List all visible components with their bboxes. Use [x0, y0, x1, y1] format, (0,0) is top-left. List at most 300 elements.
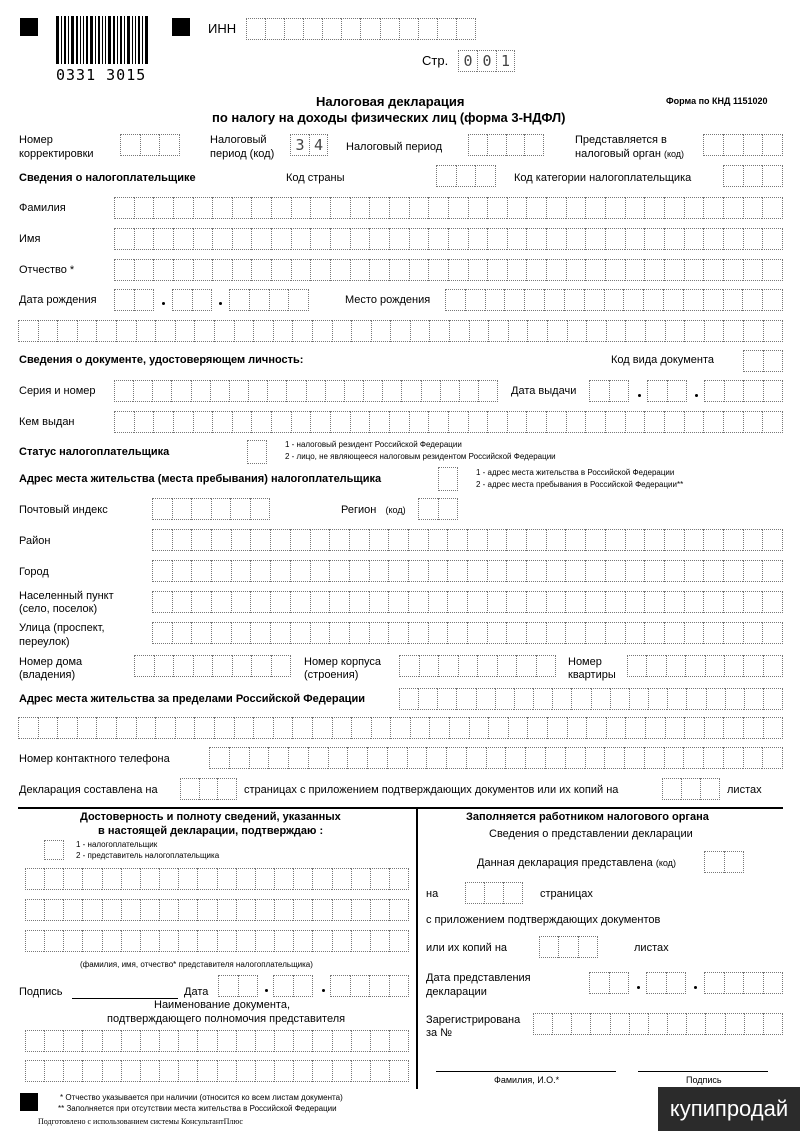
input-cell[interactable]	[436, 165, 456, 187]
input-cell[interactable]	[171, 380, 190, 402]
input-cell[interactable]	[25, 1060, 44, 1082]
input-cell[interactable]	[566, 228, 586, 250]
input-cell[interactable]	[351, 868, 370, 890]
input-cell[interactable]	[121, 1060, 140, 1082]
input-cell[interactable]	[152, 622, 172, 644]
input-cell[interactable]	[191, 560, 211, 582]
input-cell[interactable]	[310, 411, 330, 433]
input-cell[interactable]	[173, 655, 193, 677]
input-cell[interactable]	[140, 134, 160, 156]
input-cell[interactable]	[762, 259, 783, 281]
input-cell[interactable]	[477, 655, 497, 677]
input-cell[interactable]	[546, 529, 566, 551]
input-cell[interactable]	[763, 320, 784, 342]
input-cell[interactable]	[507, 197, 527, 219]
input-cell[interactable]	[409, 411, 429, 433]
input-cell[interactable]	[178, 930, 197, 952]
street-cells[interactable]	[152, 622, 783, 644]
input-cell[interactable]	[605, 622, 625, 644]
birth-place-cells[interactable]	[445, 289, 783, 311]
input-cell[interactable]	[724, 380, 744, 402]
input-cell[interactable]	[44, 930, 63, 952]
input-cell[interactable]	[505, 747, 525, 769]
input-cell[interactable]	[527, 320, 547, 342]
input-cell[interactable]	[172, 289, 192, 311]
input-cell[interactable]	[684, 560, 704, 582]
input-cell[interactable]	[140, 930, 159, 952]
doc-type-cells[interactable]	[743, 350, 783, 372]
input-cell[interactable]	[589, 380, 609, 402]
input-cell[interactable]	[706, 688, 725, 710]
input-cell[interactable]	[704, 320, 724, 342]
input-cell[interactable]	[762, 591, 783, 613]
input-cell[interactable]	[625, 228, 645, 250]
input-cell[interactable]	[703, 134, 723, 156]
input-cell[interactable]	[329, 560, 349, 582]
category-code-cells[interactable]	[723, 165, 783, 187]
input-cell[interactable]	[271, 655, 292, 677]
input-cell[interactable]	[96, 717, 116, 739]
input-cell[interactable]	[274, 1030, 293, 1052]
input-cell[interactable]	[623, 289, 643, 311]
input-cell[interactable]	[743, 259, 763, 281]
input-cell[interactable]	[526, 591, 546, 613]
input-cell[interactable]	[476, 688, 495, 710]
input-cell[interactable]	[199, 778, 218, 800]
input-cell[interactable]	[449, 717, 469, 739]
input-cell[interactable]	[214, 717, 234, 739]
input-cell[interactable]	[495, 688, 514, 710]
input-cell[interactable]	[408, 529, 428, 551]
input-cell[interactable]	[371, 320, 391, 342]
input-cell[interactable]	[684, 228, 704, 250]
input-cell[interactable]	[665, 320, 685, 342]
input-cell[interactable]	[329, 591, 349, 613]
input-cell[interactable]	[723, 622, 743, 644]
input-cell[interactable]	[410, 717, 430, 739]
input-cell[interactable]	[544, 289, 564, 311]
presentation-month-cells[interactable]	[646, 972, 686, 994]
input-cell[interactable]	[329, 529, 349, 551]
input-cell[interactable]	[332, 1060, 351, 1082]
input-cell[interactable]	[387, 747, 407, 769]
input-cell[interactable]	[251, 259, 271, 281]
house-cells[interactable]	[134, 655, 291, 677]
input-cell[interactable]	[514, 688, 533, 710]
input-cell[interactable]	[703, 197, 723, 219]
input-cell[interactable]	[121, 1030, 140, 1052]
input-cell[interactable]	[684, 591, 704, 613]
input-cell[interactable]	[763, 350, 784, 372]
input-cell[interactable]	[762, 411, 783, 433]
input-cell[interactable]	[547, 320, 567, 342]
input-cell[interactable]	[449, 320, 469, 342]
apartment-cells[interactable]	[627, 655, 783, 677]
input-cell[interactable]	[192, 289, 213, 311]
input-cell[interactable]	[197, 1030, 216, 1052]
input-cell[interactable]	[407, 747, 427, 769]
input-cell[interactable]	[564, 289, 584, 311]
input-cell[interactable]	[558, 936, 577, 958]
input-cell[interactable]	[330, 197, 350, 219]
input-cell[interactable]	[428, 197, 448, 219]
birth-year-cells[interactable]	[229, 289, 309, 311]
input-cell[interactable]	[152, 591, 172, 613]
input-cell[interactable]	[270, 529, 290, 551]
input-cell[interactable]	[234, 717, 254, 739]
input-cell[interactable]	[389, 1030, 409, 1052]
input-cell[interactable]	[217, 1030, 236, 1052]
input-cell[interactable]	[456, 165, 476, 187]
input-cell[interactable]	[370, 899, 389, 921]
input-cell[interactable]	[644, 622, 664, 644]
input-cell[interactable]	[380, 18, 399, 40]
presentation-day-cells[interactable]	[589, 972, 629, 994]
input-cell[interactable]	[448, 197, 468, 219]
input-cell[interactable]	[270, 560, 290, 582]
input-cell[interactable]	[330, 411, 350, 433]
input-cell[interactable]	[664, 529, 684, 551]
input-cell[interactable]	[231, 622, 251, 644]
input-cell[interactable]	[526, 560, 546, 582]
input-cell[interactable]	[506, 622, 526, 644]
input-cell[interactable]	[448, 411, 468, 433]
input-cell[interactable]	[310, 622, 330, 644]
input-cell[interactable]	[369, 975, 389, 997]
input-cell[interactable]	[762, 165, 783, 187]
input-cell[interactable]	[507, 228, 527, 250]
input-cell[interactable]	[140, 1030, 159, 1052]
input-cell[interactable]	[663, 289, 683, 311]
input-cell[interactable]	[325, 380, 344, 402]
input-cell[interactable]	[214, 320, 234, 342]
input-cell[interactable]	[629, 688, 648, 710]
input-cell[interactable]	[591, 688, 610, 710]
issue-day-cells[interactable]	[589, 380, 629, 402]
input-cell[interactable]	[308, 747, 328, 769]
input-cell[interactable]	[253, 320, 273, 342]
input-cell[interactable]	[155, 717, 175, 739]
input-cell[interactable]	[546, 197, 566, 219]
input-cell[interactable]	[526, 228, 546, 250]
input-cell[interactable]	[447, 622, 467, 644]
input-cell[interactable]	[77, 717, 97, 739]
input-cell[interactable]	[63, 868, 82, 890]
input-cell[interactable]	[408, 622, 428, 644]
input-cell[interactable]	[251, 197, 271, 219]
input-cell[interactable]	[273, 975, 293, 997]
input-cell[interactable]	[332, 930, 351, 952]
input-cell[interactable]	[82, 1060, 101, 1082]
region-cells[interactable]	[418, 498, 458, 520]
input-cell[interactable]	[389, 975, 410, 997]
input-cell[interactable]	[173, 228, 193, 250]
input-cell[interactable]	[350, 259, 370, 281]
input-cell[interactable]	[350, 197, 370, 219]
input-cell[interactable]	[763, 1013, 783, 1035]
input-cell[interactable]	[609, 972, 630, 994]
input-cell[interactable]	[504, 289, 524, 311]
input-cell[interactable]	[703, 622, 723, 644]
input-cell[interactable]	[703, 529, 723, 551]
input-cell[interactable]	[409, 197, 429, 219]
input-cell[interactable]	[271, 228, 291, 250]
input-cell[interactable]	[389, 930, 409, 952]
input-cell[interactable]	[469, 320, 489, 342]
input-cell[interactable]	[723, 228, 743, 250]
input-cell[interactable]	[312, 717, 332, 739]
input-cell[interactable]	[762, 747, 783, 769]
input-cell[interactable]	[369, 529, 389, 551]
input-cell[interactable]	[743, 134, 763, 156]
input-cell[interactable]	[478, 380, 498, 402]
input-cell[interactable]	[743, 350, 763, 372]
input-cell[interactable]	[644, 197, 664, 219]
input-cell[interactable]	[293, 975, 314, 997]
city-cells[interactable]	[152, 560, 783, 582]
input-cell[interactable]	[231, 591, 251, 613]
input-cell[interactable]	[332, 868, 351, 890]
address-type-cell[interactable]	[438, 467, 458, 491]
input-cell[interactable]	[567, 717, 587, 739]
input-cell[interactable]	[629, 1013, 648, 1035]
input-cell[interactable]	[389, 411, 409, 433]
authority-doc-cells[interactable]	[25, 1030, 409, 1052]
input-cell[interactable]	[209, 747, 229, 769]
input-cell[interactable]	[102, 930, 121, 952]
input-cell[interactable]	[723, 165, 743, 187]
input-cell[interactable]	[664, 622, 684, 644]
input-cell[interactable]	[429, 717, 449, 739]
input-cell[interactable]	[102, 868, 121, 890]
input-cell[interactable]	[232, 655, 252, 677]
input-cell[interactable]	[159, 930, 178, 952]
input-cell[interactable]	[194, 320, 214, 342]
input-cell[interactable]	[249, 289, 269, 311]
building-cells[interactable]	[399, 655, 556, 677]
input-cell[interactable]	[762, 529, 783, 551]
input-cell[interactable]	[197, 1060, 216, 1082]
input-cell[interactable]	[399, 688, 418, 710]
input-cell[interactable]	[565, 560, 585, 582]
input-cell[interactable]	[360, 18, 379, 40]
input-cell[interactable]	[172, 622, 192, 644]
input-cell[interactable]	[762, 197, 783, 219]
input-cell[interactable]	[155, 320, 175, 342]
input-cell[interactable]	[284, 18, 303, 40]
input-cell[interactable]	[350, 975, 370, 997]
input-cell[interactable]	[428, 591, 448, 613]
input-cell[interactable]	[159, 1060, 178, 1082]
input-cell[interactable]	[332, 899, 351, 921]
input-cell[interactable]	[437, 18, 456, 40]
input-cell[interactable]	[428, 259, 448, 281]
input-cell[interactable]	[605, 529, 625, 551]
input-cell[interactable]	[447, 560, 467, 582]
input-cell[interactable]	[524, 134, 544, 156]
input-cell[interactable]	[349, 529, 369, 551]
input-cell[interactable]	[724, 972, 744, 994]
status-cell[interactable]	[247, 440, 267, 464]
input-cell[interactable]	[193, 197, 213, 219]
input-cell[interactable]	[487, 259, 507, 281]
input-cell[interactable]	[349, 591, 369, 613]
input-cell[interactable]	[349, 622, 369, 644]
input-cell[interactable]	[388, 591, 408, 613]
input-cell[interactable]	[152, 529, 172, 551]
authority-cells[interactable]	[703, 134, 783, 156]
input-cell[interactable]	[154, 655, 174, 677]
input-cell[interactable]	[292, 320, 312, 342]
input-cell[interactable]	[175, 320, 195, 342]
input-cell[interactable]	[229, 747, 249, 769]
input-cell[interactable]	[508, 320, 528, 342]
input-cell[interactable]	[349, 560, 369, 582]
input-cell[interactable]	[271, 411, 291, 433]
input-cell[interactable]	[446, 747, 466, 769]
input-cell[interactable]	[310, 228, 330, 250]
input-cell[interactable]	[274, 1060, 293, 1082]
input-cell[interactable]	[312, 320, 332, 342]
input-cell[interactable]	[604, 747, 624, 769]
input-cell[interactable]	[217, 930, 236, 952]
input-cell[interactable]	[763, 972, 784, 994]
input-cell[interactable]	[217, 778, 237, 800]
presentation-year-cells[interactable]	[704, 972, 783, 994]
input-cell[interactable]	[288, 747, 308, 769]
input-cell[interactable]	[270, 622, 290, 644]
input-cell[interactable]	[253, 717, 273, 739]
input-cell[interactable]	[467, 560, 487, 582]
input-cell[interactable]	[255, 1060, 274, 1082]
pages-cells[interactable]	[180, 778, 237, 800]
input-cell[interactable]	[705, 655, 724, 677]
patronymic-cells[interactable]	[114, 259, 783, 281]
input-cell[interactable]	[217, 899, 236, 921]
input-cell[interactable]	[506, 591, 526, 613]
input-cell[interactable]	[487, 197, 507, 219]
input-cell[interactable]	[270, 591, 290, 613]
input-cell[interactable]	[684, 411, 704, 433]
input-cell[interactable]	[703, 289, 723, 311]
office-pages-cells[interactable]	[465, 882, 523, 904]
input-cell[interactable]	[38, 320, 58, 342]
input-cell[interactable]	[389, 197, 409, 219]
input-cell[interactable]	[664, 747, 684, 769]
input-cell[interactable]	[625, 717, 645, 739]
input-cell[interactable]	[744, 1013, 763, 1035]
input-cell[interactable]	[232, 197, 252, 219]
input-cell[interactable]	[533, 1013, 552, 1035]
input-cell[interactable]	[211, 560, 231, 582]
input-cell[interactable]	[330, 228, 350, 250]
input-cell[interactable]	[25, 868, 44, 890]
input-cell[interactable]	[723, 289, 743, 311]
input-cell[interactable]	[429, 320, 449, 342]
input-cell[interactable]	[497, 655, 517, 677]
input-cell[interactable]	[197, 899, 216, 921]
input-cell[interactable]	[408, 560, 428, 582]
input-cell[interactable]	[268, 747, 288, 769]
input-cell[interactable]	[292, 717, 312, 739]
input-cell[interactable]	[140, 899, 159, 921]
input-cell[interactable]	[585, 529, 605, 551]
input-cell[interactable]	[506, 529, 526, 551]
input-cell[interactable]	[290, 591, 310, 613]
input-cell[interactable]	[547, 717, 567, 739]
input-cell[interactable]	[625, 529, 645, 551]
input-cell[interactable]	[486, 747, 506, 769]
input-cell[interactable]	[310, 560, 330, 582]
input-cell[interactable]	[293, 868, 312, 890]
input-cell[interactable]	[255, 899, 274, 921]
input-cell[interactable]	[330, 259, 350, 281]
input-cell[interactable]	[369, 197, 389, 219]
input-cell[interactable]	[467, 622, 487, 644]
registration-number-cells[interactable]	[533, 1013, 783, 1035]
input-cell[interactable]	[399, 655, 419, 677]
input-cell[interactable]	[351, 899, 370, 921]
inn-cells[interactable]	[246, 18, 476, 40]
input-cell[interactable]	[664, 197, 684, 219]
input-cell[interactable]	[121, 930, 140, 952]
input-cell[interactable]	[566, 411, 586, 433]
input-cell[interactable]	[487, 622, 507, 644]
input-cell[interactable]	[703, 747, 723, 769]
input-cell[interactable]	[723, 591, 743, 613]
input-cell[interactable]	[303, 18, 322, 40]
input-cell[interactable]	[644, 411, 664, 433]
input-cell[interactable]	[388, 529, 408, 551]
input-cell[interactable]	[332, 1030, 351, 1052]
input-cell[interactable]	[273, 320, 293, 342]
input-cell[interactable]	[312, 899, 331, 921]
input-cell[interactable]	[388, 622, 408, 644]
input-cell[interactable]	[667, 688, 686, 710]
issue-month-cells[interactable]	[647, 380, 687, 402]
input-cell[interactable]	[565, 747, 585, 769]
input-cell[interactable]	[545, 747, 565, 769]
input-cell[interactable]	[762, 134, 783, 156]
input-cell[interactable]	[526, 622, 546, 644]
input-cell[interactable]	[175, 717, 195, 739]
input-cell[interactable]	[312, 868, 331, 890]
correction-cells[interactable]	[120, 134, 180, 156]
input-cell[interactable]	[218, 975, 238, 997]
input-cell[interactable]	[63, 899, 82, 921]
input-cell[interactable]	[723, 259, 743, 281]
input-cell[interactable]	[116, 717, 136, 739]
input-cell[interactable]	[552, 1013, 571, 1035]
input-cell[interactable]	[487, 228, 507, 250]
input-cell[interactable]	[236, 899, 255, 921]
input-cell[interactable]	[114, 259, 134, 281]
input-cell[interactable]	[236, 930, 255, 952]
input-cell[interactable]	[390, 717, 410, 739]
input-cell[interactable]	[114, 228, 134, 250]
input-cell[interactable]	[191, 591, 211, 613]
input-cell[interactable]	[610, 688, 629, 710]
input-cell[interactable]	[217, 868, 236, 890]
input-cell[interactable]	[255, 868, 274, 890]
input-cell[interactable]	[744, 688, 763, 710]
input-cell[interactable]	[229, 380, 248, 402]
input-cell[interactable]	[506, 134, 525, 156]
name-cells[interactable]	[114, 228, 783, 250]
input-cell[interactable]	[743, 655, 762, 677]
input-cell[interactable]	[546, 591, 566, 613]
input-cell[interactable]	[684, 197, 704, 219]
